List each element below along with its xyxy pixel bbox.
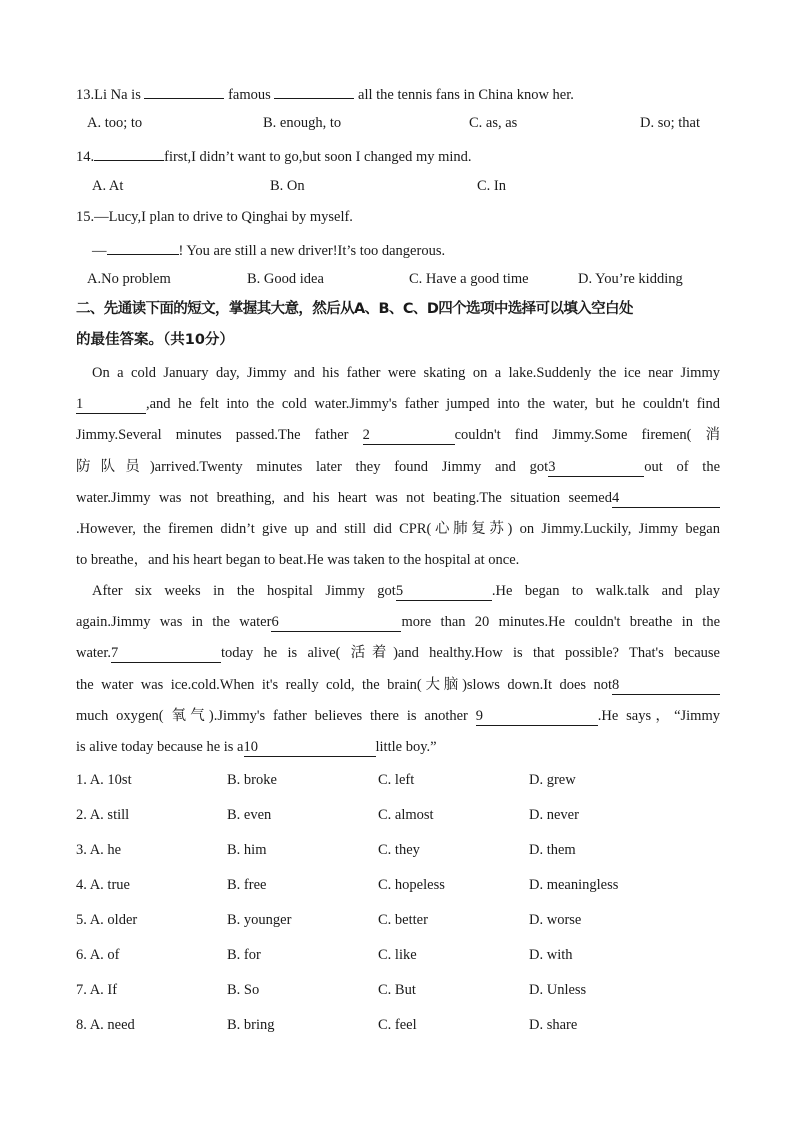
- answer-option-c: C. hopeless: [378, 877, 445, 893]
- answer-option-a: 3. A. he: [76, 842, 122, 858]
- passage-line: [76, 545, 720, 576]
- answer-option-a: 6. A. of: [76, 947, 120, 963]
- passage-line: [76, 576, 720, 607]
- answer-row: [76, 945, 720, 965]
- passage-text: Jimmy.Several minutes passed.The father: [76, 427, 363, 444]
- section-2-heading-line-1: 二、先通读下面的短文，掌握其大意，然后从A、B、C、D四个选项中选择可以填入空白处: [76, 301, 633, 317]
- answer-row: [76, 770, 720, 790]
- answer-option-a: 1. A. 10st: [76, 772, 132, 788]
- question-13: [76, 82, 574, 105]
- q13-option-b: B. enough, to: [263, 115, 342, 131]
- q14-blank: [94, 144, 164, 161]
- q14-options: [76, 176, 720, 196]
- passage-line: [76, 483, 720, 514]
- passage-text: .He began to walk.talk and play: [491, 583, 720, 599]
- section-2-heading-line-2: 的最佳答案。（共10分）: [76, 332, 234, 348]
- answer-option-b: B. broke: [227, 772, 277, 788]
- q13-option-c: C. as, as: [469, 115, 518, 131]
- answer-option-a: 2. A. still: [76, 807, 130, 823]
- passage-text: After six weeks in the hospital Jimmy got: [92, 583, 396, 599]
- passage-paragraph-1: [76, 358, 720, 576]
- answer-option-b: B. even: [227, 807, 272, 823]
- passage-blank-1: 1: [76, 395, 146, 414]
- passage-line: [76, 420, 720, 451]
- q13-option-a: A. too; to: [87, 115, 143, 131]
- passage-text: couldn't find Jimmy.Some firemen( 消: [454, 427, 720, 444]
- passage-text: out of the: [644, 458, 720, 475]
- q15-option-d: D. You’re kidding: [578, 271, 683, 287]
- answer-row: [76, 910, 720, 930]
- section-2-heading: [76, 294, 722, 356]
- answer-option-c: C. like: [378, 947, 417, 963]
- q14-option-b: B. On: [270, 178, 305, 194]
- answer-option-d: D. Unless: [529, 982, 587, 998]
- answer-option-d: D. worse: [529, 912, 582, 928]
- answer-row: [76, 805, 720, 825]
- answer-option-b: B. for: [227, 947, 261, 963]
- passage-line: [76, 670, 720, 701]
- passage-blank-6: 6: [271, 613, 401, 632]
- answer-option-b: B. younger: [227, 912, 292, 928]
- answer-option-d: D. share: [529, 1017, 578, 1033]
- q13-option-d: D. so; that: [640, 115, 701, 131]
- passage-text: much oxygen( 氧气).Jimmy's father believes there is another: [76, 707, 476, 724]
- passage-text: the water was ice.cold.When it's really cold, the brain(大脑)slows down.It does not: [76, 676, 612, 693]
- passage-line: [76, 701, 720, 732]
- passage-text: again.Jimmy was in the water: [76, 614, 272, 631]
- passage-text: .However, the firemen didn’t give up and still did CPR(心肺复苏) on Jimmy.Luckily, Jimmy began: [76, 520, 720, 537]
- q14-option-a: A. At: [92, 178, 124, 194]
- q13-blank-1: [144, 82, 224, 99]
- passage-text: to breathe，and his heart began to beat.He was taken to the hospital at once.: [76, 552, 520, 569]
- answer-option-d: D. meaningless: [529, 877, 619, 893]
- answer-row: [76, 875, 720, 895]
- q13-text-post: all the tennis fans in China know her.: [354, 87, 574, 103]
- answer-option-a: 8. A. need: [76, 1017, 135, 1033]
- q13-blank-2: [274, 82, 354, 99]
- q15-blank: [107, 238, 179, 255]
- answer-option-d: D. with: [529, 947, 573, 963]
- answer-option-d: D. never: [529, 807, 579, 823]
- passage-line: [76, 514, 720, 545]
- answer-option-c: C. almost: [378, 807, 434, 823]
- passage-blank-5: 5: [396, 582, 492, 601]
- answer-option-d: D. them: [529, 842, 576, 858]
- q15-options: [76, 269, 720, 289]
- question-15-line-2: [92, 238, 445, 261]
- q13-options: [76, 113, 720, 133]
- passage-blank-4: 4: [612, 489, 720, 508]
- passage-blank-7: 7: [111, 644, 221, 663]
- q13-text-pre: 13.Li Na is: [76, 87, 145, 103]
- passage-paragraph-2: [76, 576, 720, 763]
- q14-text: first,I didn’t want to go,but soon I changed my mind.: [164, 149, 472, 165]
- passage-text: more than 20 minutes.He couldn't breathe in the: [401, 614, 721, 631]
- answer-option-c: C. they: [378, 842, 420, 858]
- q15-dash: —: [92, 243, 107, 259]
- passage-text: 防队员)arrived.Twenty minutes later they found Jimmy and got: [76, 458, 549, 475]
- passage-text: is alive today because he is a: [76, 738, 244, 755]
- q14-option-c: C. In: [477, 178, 506, 194]
- answer-option-d: D. grew: [529, 772, 576, 788]
- passage-text: water.Jimmy was not breathing, and his heart was not beating.The situation seemed: [76, 489, 612, 506]
- passage-line: [76, 358, 720, 389]
- answer-option-b: B. bring: [227, 1017, 275, 1033]
- answer-option-b: B. free: [227, 877, 267, 893]
- passage-line: [76, 638, 720, 669]
- passage-blank-8: 8: [612, 676, 720, 695]
- answer-row: [76, 840, 720, 860]
- answer-option-c: C. left: [378, 772, 415, 788]
- answer-row: [76, 1015, 720, 1035]
- answer-option-c: C. better: [378, 912, 428, 928]
- answer-row: [76, 980, 720, 1000]
- passage-text: water.: [76, 645, 112, 662]
- passage-line: [76, 607, 720, 638]
- q14-prefix: 14.: [76, 149, 95, 165]
- answer-option-c: C. But: [378, 982, 416, 998]
- passage-blank-3: 3: [548, 458, 644, 477]
- answer-option-a: 4. A. true: [76, 877, 130, 893]
- answer-option-c: C. feel: [378, 1017, 417, 1033]
- passage-line: [76, 452, 720, 483]
- passage-blank-2: 2: [363, 426, 455, 445]
- question-14: [76, 144, 472, 167]
- passage-text: On a cold January day, Jimmy and his father were skating on a lake.Suddenly the ice near Jimmy: [92, 365, 720, 381]
- answer-option-b: B. So: [227, 982, 260, 998]
- passage-text: little boy.”: [375, 738, 437, 755]
- passage-line: [76, 732, 720, 763]
- q15-option-c: C. Have a good time: [409, 271, 529, 287]
- answer-option-a: 7. A. If: [76, 982, 118, 998]
- q15-option-a: A.No problem: [87, 271, 171, 287]
- q15-text: ! You are still a new driver!It’s too dangerous.: [178, 243, 446, 259]
- question-15-line-1: 15.—Lucy,I plan to drive to Qinghai by myself.: [76, 209, 353, 225]
- passage-text: ,and he felt into the cold water.Jimmy's father jumped into the water, but he couldn't find: [146, 396, 720, 413]
- passage-text: .He says，“Jimmy: [597, 707, 720, 724]
- answer-option-a: 5. A. older: [76, 912, 138, 928]
- passage-blank-9: 9: [476, 707, 598, 726]
- passage-line: [76, 389, 720, 420]
- q15-option-b: B. Good idea: [247, 271, 324, 287]
- answer-option-b: B. him: [227, 842, 267, 858]
- passage-text: today he is alive( 活着)and healthy.How is that possible? That's because: [221, 645, 720, 662]
- passage-blank-10: 10: [244, 738, 376, 757]
- q13-text-mid: famous: [224, 87, 275, 103]
